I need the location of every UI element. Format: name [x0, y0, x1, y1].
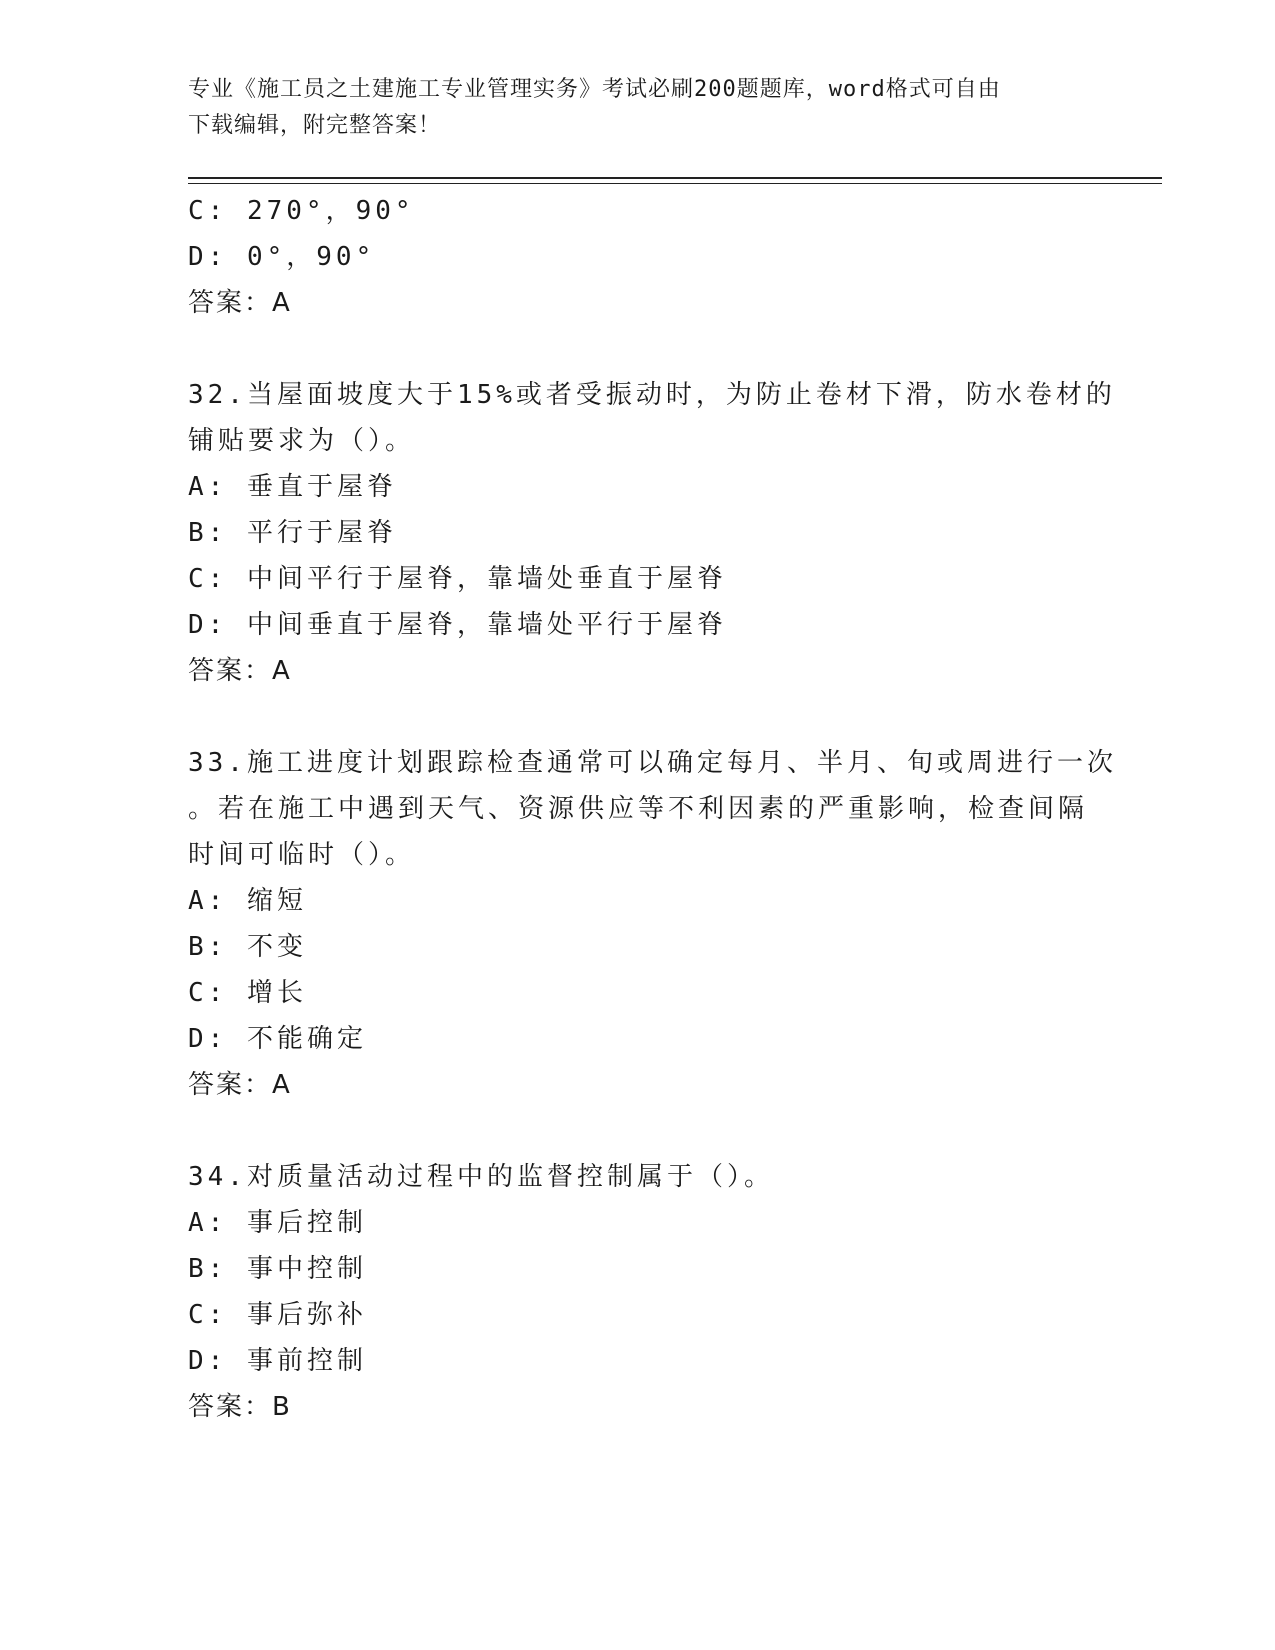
header-line-2: 下载编辑，附完整答案！ [188, 113, 442, 138]
option-c: C: 增长 [188, 978, 307, 1008]
question-stem-cont: 铺贴要求为（）。 [188, 426, 416, 456]
option-b: B: 不变 [188, 932, 307, 962]
question-stem-cont: 时间可临时（）。 [188, 840, 416, 870]
option-d: D: 事前控制 [188, 1346, 367, 1376]
question-34 [188, 1154, 1088, 1430]
option-d: D: 中间垂直于屋脊，靠墙处平行于屋脊 [188, 610, 727, 640]
answer-line: 答案：A [188, 1070, 292, 1100]
option-b: B: 事中控制 [188, 1254, 367, 1284]
header-line-1: 专业《施工员之土建施工专业管理实务》考试必刷200题题库，word格式可自由 [188, 77, 1001, 102]
question-31-tail [188, 188, 1088, 326]
document-header [188, 72, 1078, 144]
document-body [188, 188, 1117, 1430]
question-stem: 32.当屋面坡度大于15%或者受振动时，为防止卷材下滑，防水卷材的 [188, 380, 1116, 410]
header-divider-thick [188, 177, 1162, 179]
option-b: B: 平行于屋脊 [188, 518, 397, 548]
question-stem-cont: 。若在施工中遇到天气、资源供应等不利因素的严重影响，检查间隔 [188, 794, 1089, 824]
option-a: A: 缩短 [188, 886, 307, 916]
option-a: A: 事后控制 [188, 1208, 367, 1238]
answer-line: 答案：A [188, 288, 292, 318]
option-d: D: 不能确定 [188, 1024, 367, 1054]
option-c: C: 中间平行于屋脊，靠墙处垂直于屋脊 [188, 564, 727, 594]
question-33 [188, 740, 1117, 1108]
option-c: C: 事后弥补 [188, 1300, 367, 1330]
header-divider-thin [188, 183, 1162, 184]
question-stem: 33.施工进度计划跟踪检查通常可以确定每月、半月、旬或周进行一次 [188, 748, 1117, 778]
option-a: A: 垂直于屋脊 [188, 472, 397, 502]
option-d: D: 0°，90° [188, 242, 376, 272]
answer-line: 答案：B [188, 1392, 292, 1422]
answer-line: 答案：A [188, 656, 292, 686]
question-stem: 34.对质量活动过程中的监督控制属于（）。 [188, 1162, 774, 1192]
option-c: C: 270°，90° [188, 196, 415, 226]
question-32 [188, 372, 1116, 694]
